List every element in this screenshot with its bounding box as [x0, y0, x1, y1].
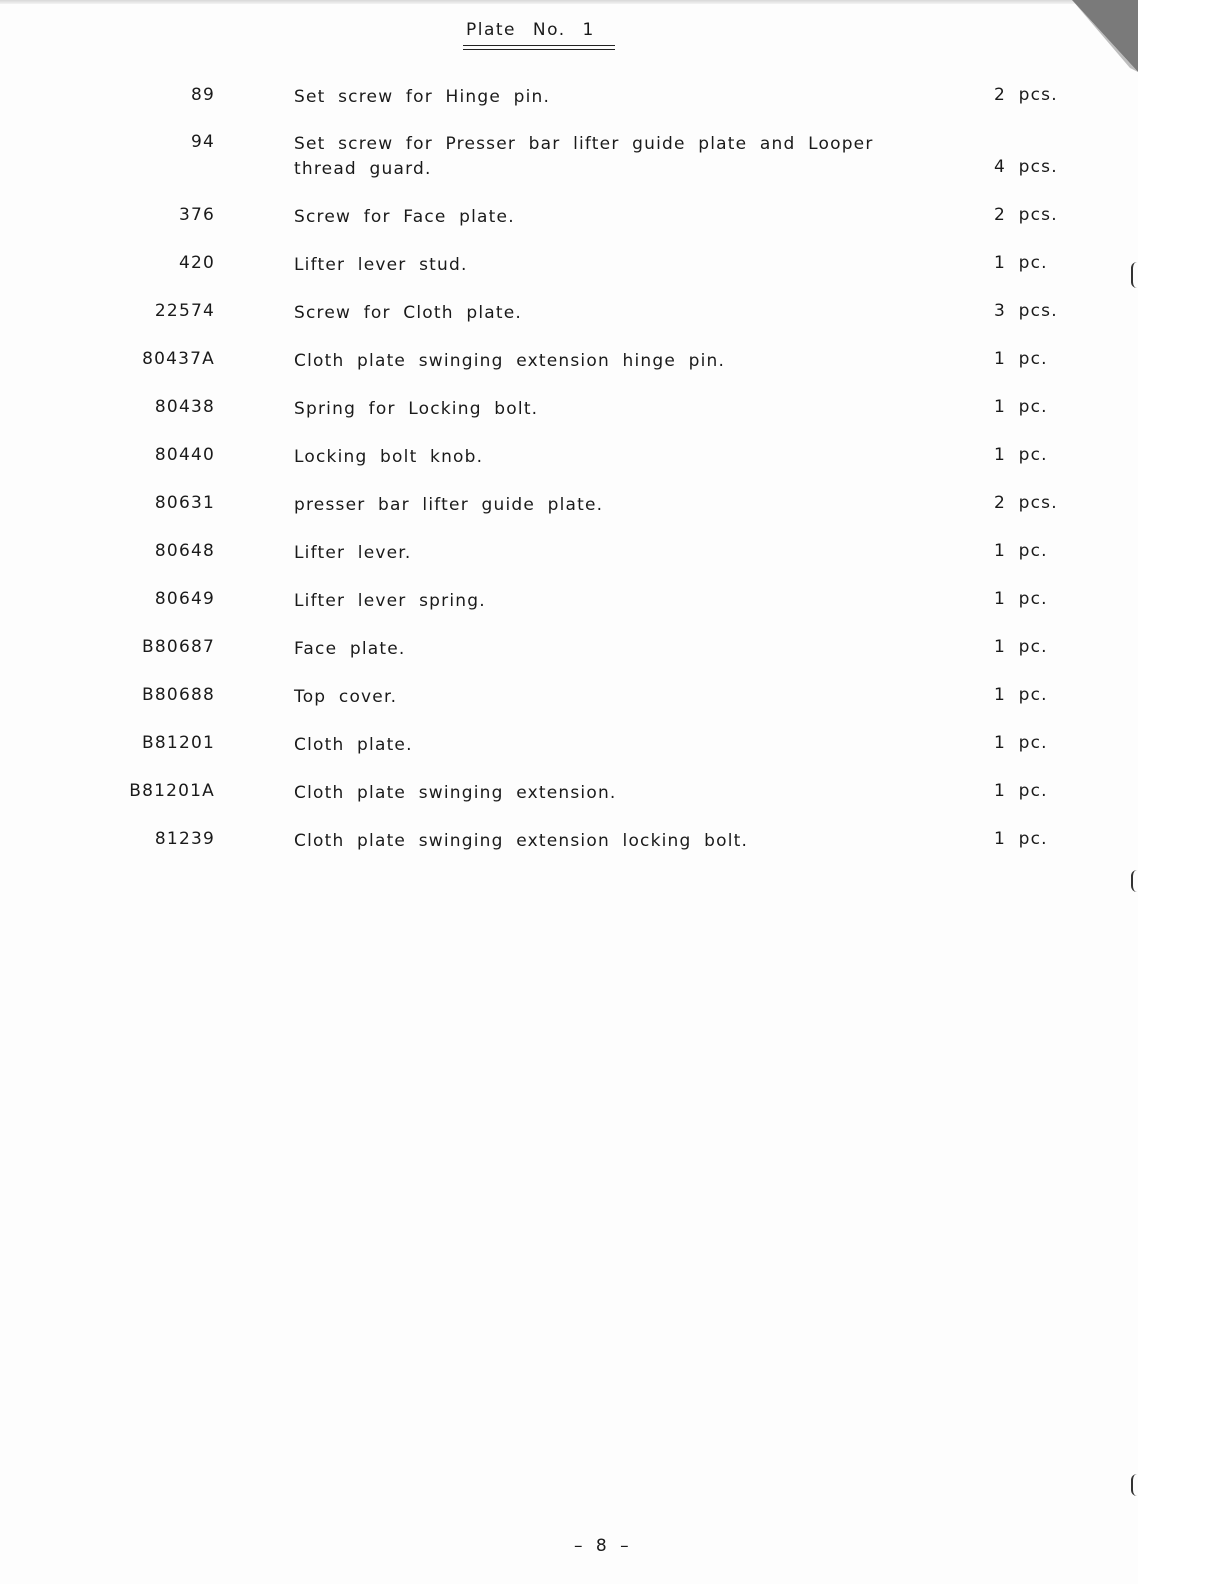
part-quantity: 1 pc. [994, 349, 1048, 369]
part-number: 80438 [154, 397, 215, 417]
part-description: Screw for Cloth plate. [294, 303, 522, 323]
part-number: 89 [190, 85, 215, 105]
part-quantity: 1 pc. [994, 253, 1048, 273]
part-description: Face plate. [294, 639, 406, 659]
part-description: Set screw for Presser bar lifter guide plate and Looper thread guard. [294, 134, 874, 179]
part-number: 81239 [154, 829, 215, 849]
part-description: Cloth plate swinging extension hinge pin. [294, 351, 726, 371]
part-quantity: 1 pc. [994, 445, 1048, 465]
part-description: Lifter lever. [294, 543, 412, 563]
binding-hole-mark [1131, 1474, 1137, 1496]
part-quantity: 1 pc. [994, 685, 1048, 705]
title-underline [463, 45, 615, 50]
part-quantity: 3 pcs. [994, 301, 1058, 321]
part-quantity: 4 pcs. [994, 157, 1058, 177]
part-description: Screw for Face plate. [294, 207, 515, 227]
part-number: 94 [190, 132, 215, 152]
part-quantity: 2 pcs. [994, 85, 1058, 105]
part-quantity: 1 pc. [994, 589, 1048, 609]
page-top-edge [0, 0, 1140, 4]
binding-hole-mark [1131, 262, 1137, 288]
part-number: 80631 [154, 493, 215, 513]
part-quantity: 1 pc. [994, 541, 1048, 561]
part-description: Lifter lever spring. [294, 591, 486, 611]
part-description: Spring for Locking bolt. [294, 399, 539, 419]
part-description: Cloth plate swinging extension. [294, 783, 617, 803]
binding-hole-mark [1131, 870, 1137, 892]
part-quantity: 2 pcs. [994, 493, 1058, 513]
part-number: B81201 [142, 733, 215, 753]
part-number: 420 [178, 253, 215, 273]
part-description: Cloth plate swinging extension locking bolt. [294, 831, 749, 851]
part-number: B80687 [142, 637, 215, 657]
part-description: Lifter lever stud. [294, 255, 468, 275]
part-quantity: 1 pc. [994, 637, 1048, 657]
part-description: Locking bolt knob. [294, 447, 484, 467]
part-quantity: 1 pc. [994, 733, 1048, 753]
part-quantity: 1 pc. [994, 829, 1048, 849]
page-right-margin [1138, 0, 1224, 1584]
part-quantity: 1 pc. [994, 397, 1048, 417]
part-number: 22574 [154, 301, 215, 321]
part-number: 80649 [154, 589, 215, 609]
plate-title: Plate No. 1 [466, 20, 595, 40]
folded-corner-icon [1070, 0, 1140, 74]
page-number: – 8 – [574, 1536, 629, 1556]
part-quantity: 2 pcs. [994, 205, 1058, 225]
part-quantity: 1 pc. [994, 781, 1048, 801]
part-description: Cloth plate. [294, 735, 413, 755]
part-number: 80440 [154, 445, 215, 465]
part-number: 376 [178, 205, 215, 225]
part-description: presser bar lifter guide plate. [294, 495, 604, 515]
part-number: B80688 [142, 685, 215, 705]
part-description: Set screw for Hinge pin. [294, 87, 551, 107]
part-number: 80648 [154, 541, 215, 561]
part-number: 80437A [142, 349, 215, 369]
part-description: Top cover. [294, 687, 398, 707]
part-number: B81201A [129, 781, 215, 801]
